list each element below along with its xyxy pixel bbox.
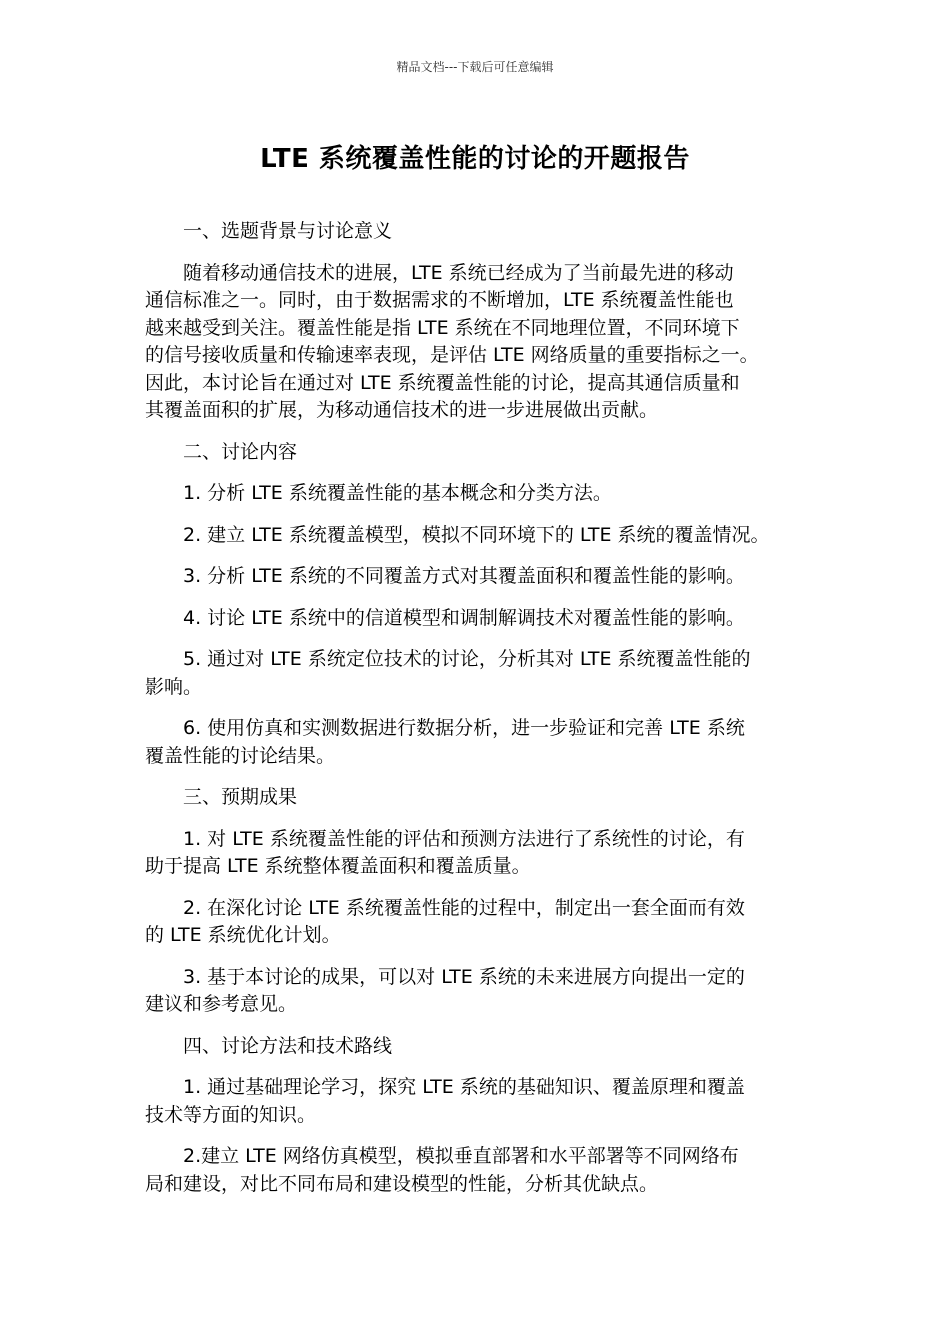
document-body (145, 218, 815, 1212)
paragraph-line: 6. 使用仿真和实测数据进行数据分析，进一步验证和完善 LTE 系统 (183, 717, 745, 739)
paragraph-line: 越来越受到关注。覆盖性能是指 LTE 系统在不同地理位置，不同环境下 (145, 316, 740, 339)
paragraph (145, 522, 815, 550)
paragraph-line: 建议和参考意见。 (145, 993, 298, 1015)
paragraph-line: 因此，本讨论旨在通过对 LTE 系统覆盖性能的讨论，提高其通信质量和 (145, 371, 740, 394)
paragraph-line: 2.建立 LTE 网络仿真模型，模拟垂直部署和水平部署等不同网络布 (183, 1145, 739, 1167)
paragraph (145, 826, 815, 881)
paragraph-line: 2. 在深化讨论 LTE 系统覆盖性能的过程中，制定出一套全面而有效 (183, 896, 745, 919)
paragraph (145, 605, 815, 633)
paragraph-line: 1. 分析 LTE 系统覆盖性能的基本概念和分类方法。 (183, 482, 612, 504)
paragraph (145, 1074, 815, 1129)
paragraph-line: 影响。 (145, 675, 203, 698)
paragraph-line: 1. 对 LTE 系统覆盖性能的评估和预测方法进行了系统性的讨论，有 (183, 827, 745, 850)
paragraph (145, 964, 815, 1019)
paragraph-line: 局和建设，对比不同布局和建设模型的性能，分析其优缺点。 (145, 1172, 659, 1195)
paragraph (145, 260, 815, 425)
paragraph-line: 的 LTE 系统优化计划。 (145, 924, 341, 946)
paragraph-line: 2. 建立 LTE 系统覆盖模型，模拟不同环境下的 LTE 系统的覆盖情况。 (183, 523, 770, 546)
paragraph-line: 1. 通过基础理论学习，探究 LTE 系统的基础知识、覆盖原理和覆盖 (183, 1076, 745, 1098)
paragraph-line: 随着移动通信技术的进展，LTE 系统已经成为了当前最先进的移动 (183, 261, 734, 284)
paragraph (145, 895, 815, 950)
paragraph-line: 助于提高 LTE 系统整体覆盖面积和覆盖质量。 (145, 855, 531, 877)
section-heading: 三、预期成果 (183, 786, 298, 808)
paragraph-line: 其覆盖面积的扩展，为移动通信技术的进一步进展做出贡献。 (145, 399, 659, 421)
paragraph-line: 通信标准之一。同时，由于数据需求的不断增加，LTE 系统覆盖性能也 (145, 289, 734, 311)
paragraph-line: 3. 基于本讨论的成果，可以对 LTE 系统的未来进展方向提出一定的 (183, 965, 745, 988)
paragraph-line: 覆盖性能的讨论结果。 (145, 744, 336, 767)
paragraph-line: 技术等方面的知识。 (145, 1103, 317, 1126)
page-header: 精品文档---下载后可任意编辑 (396, 60, 554, 74)
section-heading: 四、讨论方法和技术路线 (183, 1034, 393, 1057)
paragraph (145, 646, 815, 701)
paragraph (145, 715, 815, 770)
section-heading: 一、选题背景与讨论意义 (183, 220, 393, 242)
paragraph-line: 5. 通过对 LTE 系统定位技术的讨论，分析其对 LTE 系统覆盖性能的 (183, 648, 751, 670)
paragraph (145, 480, 815, 508)
paragraph-line: 的信号接收质量和传输速率表现，是评估 LTE 网络质量的重要指标之一。 (145, 344, 759, 366)
document-title: LTE 系统覆盖性能的讨论的开题报告 (260, 144, 690, 174)
paragraph-line: 3. 分析 LTE 系统的不同覆盖方式对其覆盖面积和覆盖性能的影响。 (183, 565, 745, 587)
section-heading: 二、讨论内容 (183, 440, 298, 463)
paragraph-line: 4. 讨论 LTE 系统中的信道模型和调制解调技术对覆盖性能的影响。 (183, 606, 745, 629)
paragraph (145, 1143, 815, 1198)
paragraph (145, 563, 815, 591)
